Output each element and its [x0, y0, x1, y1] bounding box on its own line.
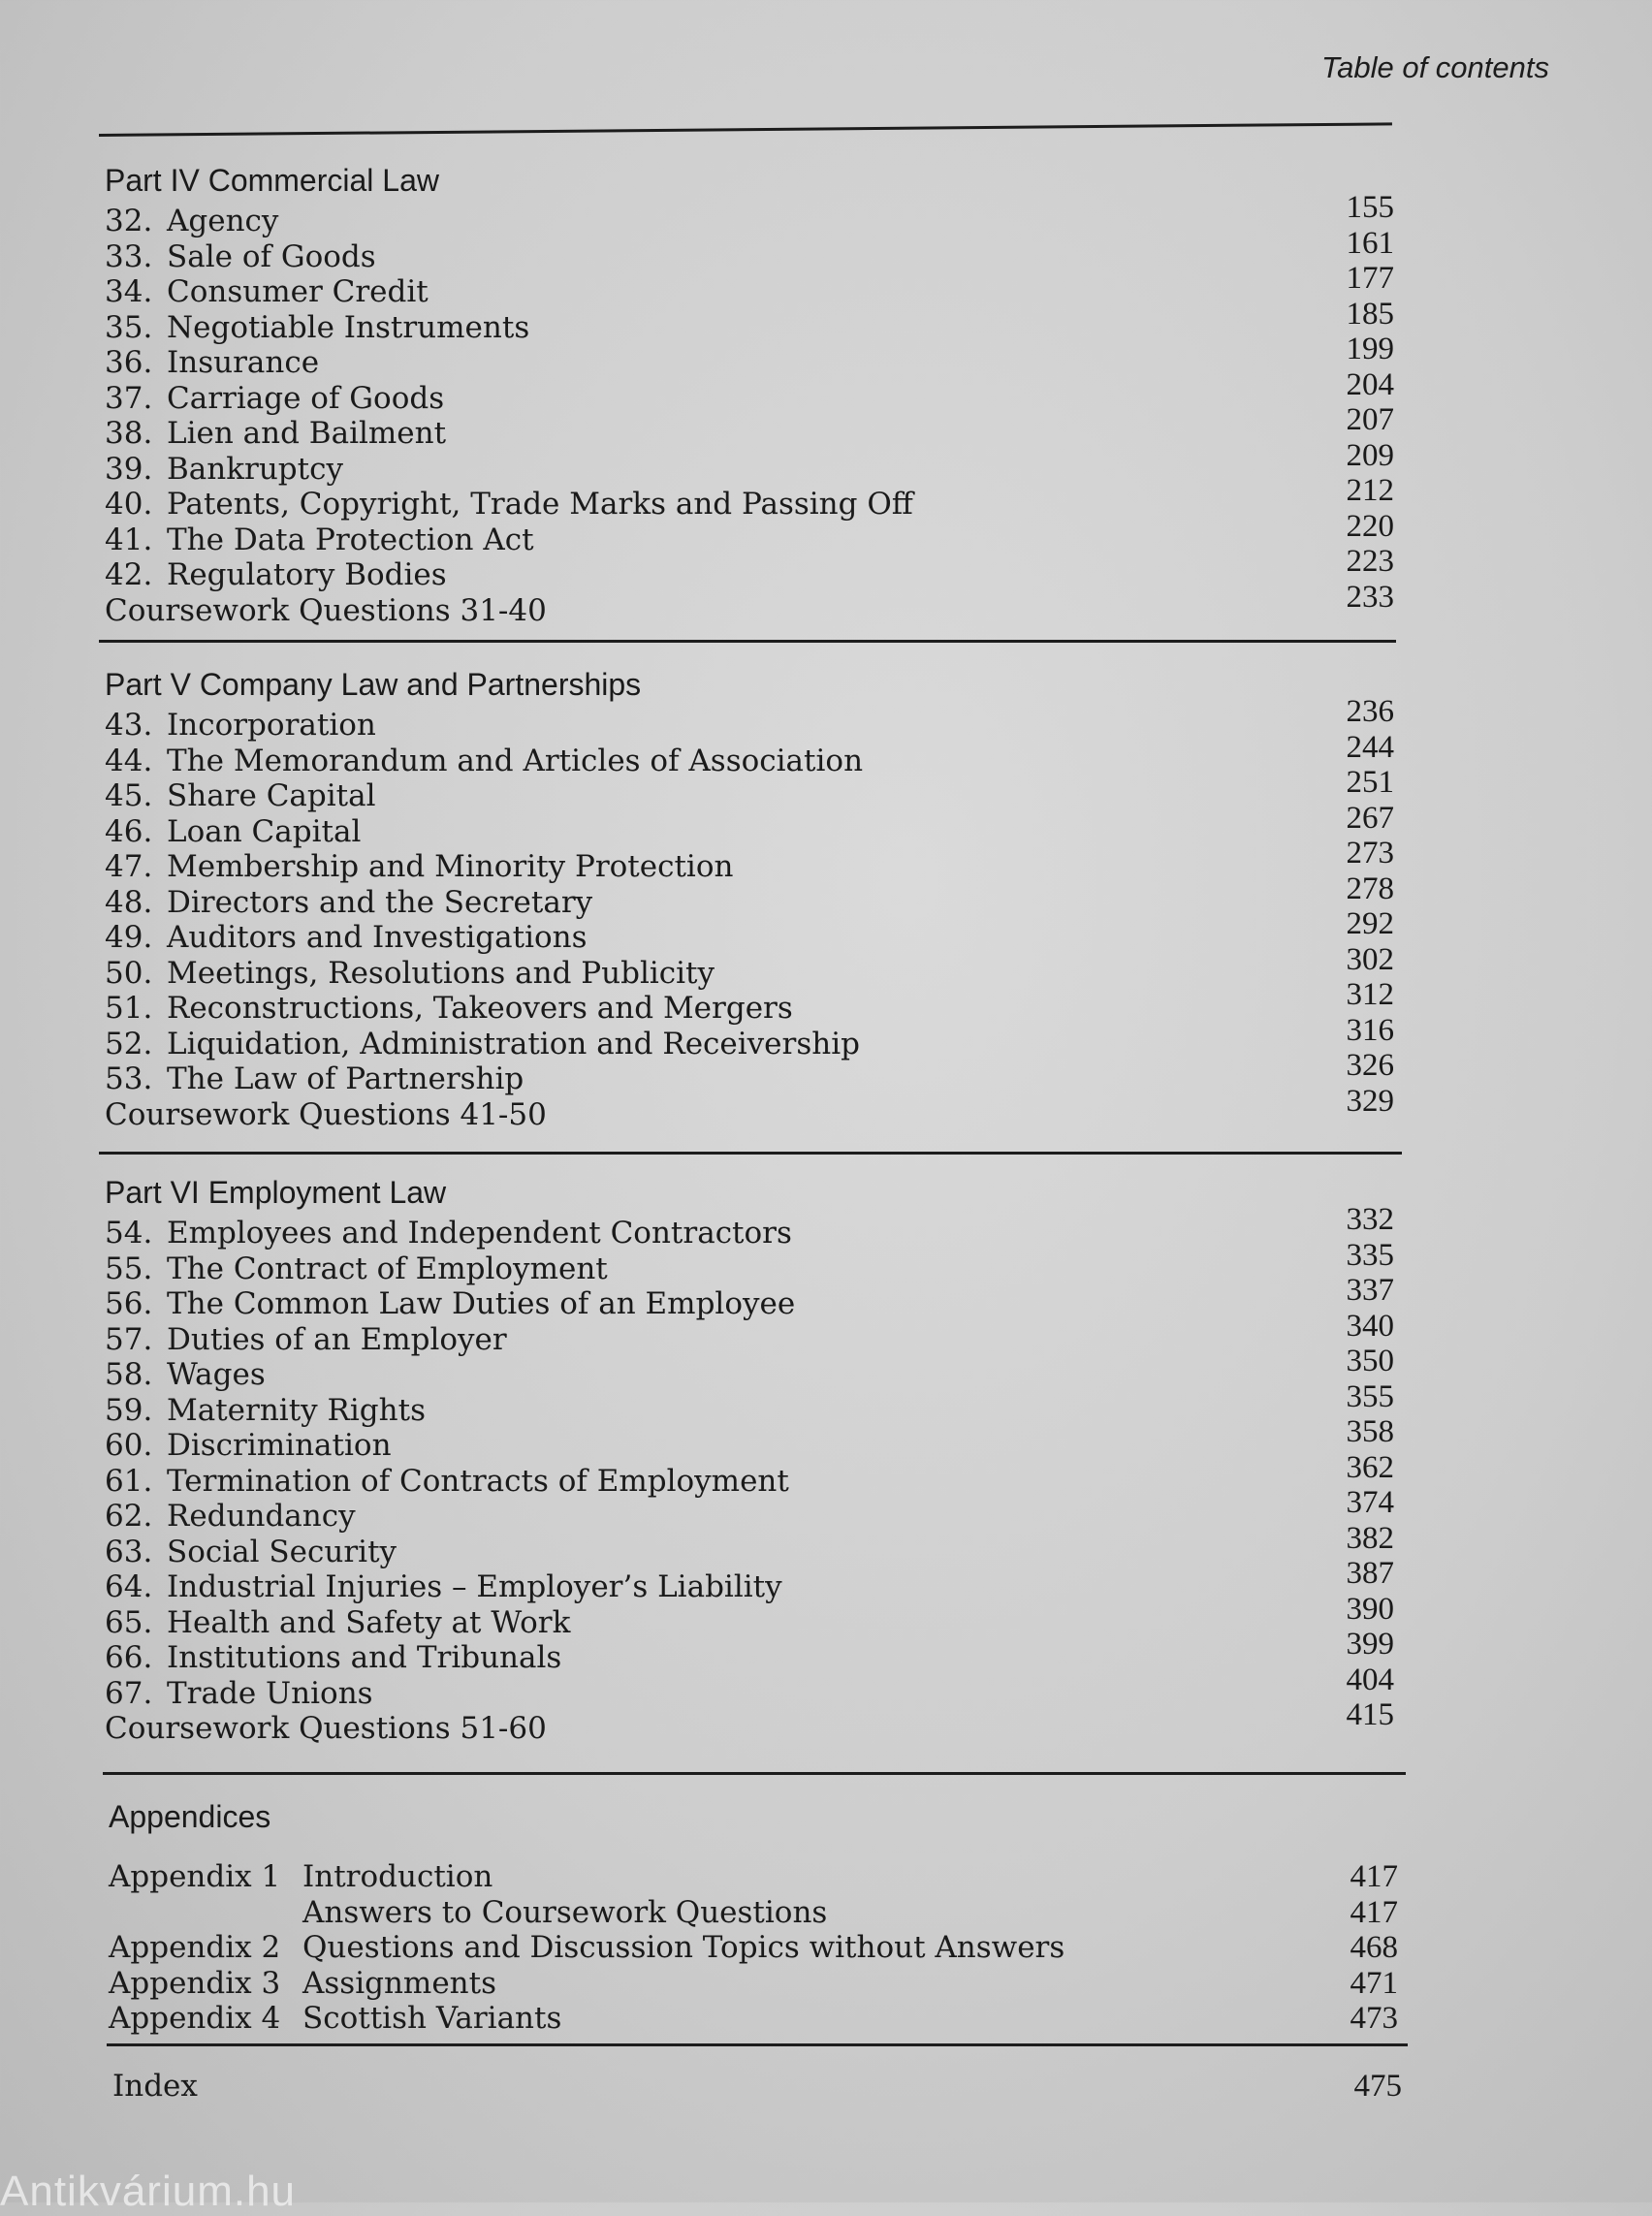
entry-title: Introduction [302, 1859, 493, 1894]
entry-title: Consumer Credit [167, 274, 429, 309]
chapter-number: 46. [105, 813, 153, 849]
chapter-entry [105, 1012, 1394, 1062]
chapter-number: 61. [105, 1463, 153, 1499]
entry-page: 329 [1346, 1083, 1394, 1119]
watermark: Antikvárium.hu [0, 2168, 297, 2215]
entry-title: Carriage of Goods [167, 380, 445, 416]
entry-title: Coursework Questions 41-50 [105, 1096, 547, 1132]
entry-title: Bankruptcy [167, 451, 343, 487]
entry-title: Trade Unions [167, 1675, 373, 1711]
chapter-number: 48. [105, 884, 153, 920]
chapter-number: 40. [105, 487, 153, 522]
chapter-number: 35. [105, 309, 153, 345]
entry-title: Loan Capital [167, 813, 362, 849]
entry-title: Maternity Rights [167, 1392, 426, 1428]
chapter-entry [105, 1556, 1394, 1605]
entry-page: 471 [1350, 1965, 1398, 2001]
index-entry [112, 2069, 1402, 2105]
entry-page: 267 [1346, 800, 1394, 836]
entry-page: 468 [1350, 1930, 1398, 1965]
chapter-number: 62. [105, 1499, 153, 1534]
chapter-entry [105, 508, 1394, 558]
entry-page: 177 [1346, 261, 1394, 296]
part-vi-section [105, 1169, 1394, 1747]
entry-page: 374 [1346, 1485, 1394, 1520]
entry-page: 475 [1353, 2069, 1402, 2104]
entry-page: 415 [1346, 1697, 1394, 1732]
entry-title: Directors and the Secretary [167, 884, 593, 920]
appendix-label: Appendix 3 [109, 1965, 281, 2001]
entry-title: Patents, Copyright, Trade Marks and Passing Off [167, 487, 913, 522]
chapter-entry [105, 261, 1394, 310]
entry-title: Questions and Discussion Topics without Answers [302, 1930, 1065, 1965]
chapter-entry [105, 1627, 1394, 1676]
chapter-entry [105, 1662, 1394, 1712]
entry-title: Social Security [167, 1534, 397, 1569]
entry-page: 212 [1346, 473, 1394, 508]
entry-list [105, 190, 1394, 593]
entry-page: 337 [1346, 1273, 1394, 1308]
entry-page: 417 [1350, 1894, 1398, 1930]
chapter-number: 51. [105, 991, 153, 1026]
entry-page: 399 [1346, 1627, 1394, 1662]
entry-title: Incorporation [167, 708, 376, 743]
chapter-number: 38. [105, 416, 153, 451]
entry-list [105, 694, 1394, 1097]
entry-page: 390 [1346, 1591, 1394, 1627]
divider [99, 122, 1392, 137]
chapter-entry [105, 190, 1394, 239]
entry-title: Discrimination [167, 1428, 392, 1463]
divider [107, 2043, 1408, 2046]
chapter-number: 33. [105, 238, 153, 274]
chapter-entry [105, 1237, 1394, 1287]
entry-page: 233 [1346, 579, 1394, 615]
entry-list [105, 1202, 1394, 1711]
entry-title: Wages [167, 1357, 266, 1392]
chapter-number: 44. [105, 743, 153, 778]
entry-page: 382 [1346, 1520, 1394, 1556]
entry-title: The Law of Partnership [167, 1061, 524, 1096]
entry-title: Sale of Goods [167, 238, 376, 274]
entry-title: Reconstructions, Takeovers and Mergers [167, 991, 793, 1026]
chapter-number: 57. [105, 1321, 153, 1357]
entry-page: 273 [1346, 836, 1394, 871]
entry-page: 335 [1346, 1237, 1394, 1273]
entry-page: 244 [1346, 729, 1394, 765]
divider [99, 1152, 1402, 1155]
entry-title: Coursework Questions 31-40 [105, 592, 547, 628]
entry-title: Agency [167, 204, 279, 238]
appendix-entry [109, 1966, 1398, 2002]
entry-page: 326 [1346, 1048, 1394, 1083]
entry-page: 355 [1346, 1378, 1394, 1414]
entry-page: 199 [1346, 332, 1394, 366]
chapter-entry [105, 906, 1394, 956]
chapter-number: 32. [105, 204, 153, 238]
chapter-entry [105, 1378, 1394, 1429]
entry-page: 292 [1346, 906, 1394, 941]
appendix-entry [109, 2001, 1398, 2037]
coursework-entry [105, 579, 1394, 629]
entry-title: Health and Safety at Work [167, 1604, 571, 1640]
entry-page: 209 [1346, 437, 1394, 473]
entry-page: 204 [1346, 366, 1394, 402]
entry-title: Scottish Variants [302, 2001, 562, 2036]
chapter-entry [105, 1273, 1394, 1322]
chapter-entry [105, 1591, 1394, 1641]
entry-page: 358 [1346, 1414, 1394, 1449]
chapter-entry [105, 402, 1394, 452]
chapter-entry [105, 729, 1394, 779]
entry-title: Membership and Minority Protection [167, 849, 734, 884]
entry-list [109, 1859, 1398, 2037]
section-title: Part V Company Law and Partnerships [105, 667, 642, 702]
chapter-entry [105, 473, 1394, 522]
entry-title: Meetings, Resolutions and Publicity [167, 955, 715, 991]
chapter-entry [105, 332, 1394, 381]
running-header: Table of contents [1321, 50, 1549, 84]
part-v-section [105, 661, 1394, 1132]
section-title: Appendices [109, 1799, 271, 1834]
entry-page: 417 [1350, 1859, 1398, 1894]
coursework-entry [105, 1697, 1394, 1747]
appendix-label: Appendix 1 [109, 1859, 281, 1894]
chapter-number: 43. [105, 708, 153, 743]
chapter-number: 64. [105, 1569, 153, 1604]
chapter-entry [105, 694, 1394, 744]
chapter-entry [105, 296, 1394, 346]
entry-page: 340 [1346, 1308, 1394, 1344]
chapter-entry [105, 765, 1394, 814]
entry-title: The Contract of Employment [167, 1250, 608, 1286]
chapter-entry [105, 437, 1394, 488]
chapter-entry [105, 366, 1394, 417]
entry-title: Assignments [302, 1965, 497, 2001]
chapter-number: 58. [105, 1357, 153, 1392]
entry-page: 220 [1346, 508, 1394, 544]
entry-title: Employees and Independent Contractors [167, 1216, 792, 1250]
chapter-number: 54. [105, 1216, 153, 1250]
chapter-entry [105, 1202, 1394, 1251]
chapter-number: 63. [105, 1534, 153, 1569]
entry-title: The Data Protection Act [167, 522, 534, 557]
chapter-number: 47. [105, 849, 153, 884]
entry-page: 312 [1346, 977, 1394, 1012]
chapter-entry [105, 1308, 1394, 1358]
chapter-number: 56. [105, 1286, 153, 1321]
divider [99, 640, 1396, 643]
entry-title: Institutions and Tribunals [167, 1640, 562, 1675]
appendix-label: Appendix 2 [109, 1930, 281, 1965]
entry-title: Answers to Coursework Questions [302, 1894, 828, 1930]
entry-title: The Common Law Duties of an Employee [167, 1286, 796, 1321]
divider [103, 1772, 1406, 1775]
chapter-number: 45. [105, 778, 153, 813]
entry-page: 185 [1346, 296, 1394, 332]
entry-page: 236 [1346, 694, 1394, 729]
index-section [112, 2069, 1402, 2105]
entry-page: 362 [1346, 1449, 1394, 1485]
entry-title: Index [112, 2069, 198, 2104]
chapter-number: 49. [105, 920, 153, 955]
chapter-entry [105, 544, 1394, 593]
entry-title: Regulatory Bodies [167, 557, 447, 592]
chapter-entry [105, 1449, 1394, 1500]
chapter-entry [105, 941, 1394, 992]
chapter-entry [105, 1520, 1394, 1570]
section-title: Part IV Commercial Law [105, 163, 439, 198]
chapter-entry [105, 836, 1394, 885]
entry-title: Coursework Questions 51-60 [105, 1711, 547, 1746]
entry-title: Liquidation, Administration and Receivership [167, 1026, 860, 1061]
appendices-section [109, 1793, 1398, 2037]
chapter-number: 59. [105, 1392, 153, 1428]
part-iv-section [105, 157, 1394, 628]
entry-title: Lien and Bailment [167, 416, 447, 451]
chapter-entry [105, 977, 1394, 1027]
chapter-number: 39. [105, 451, 153, 487]
chapter-number: 50. [105, 955, 153, 991]
chapter-entry [105, 871, 1394, 921]
chapter-number: 36. [105, 345, 153, 380]
chapter-number: 55. [105, 1250, 153, 1286]
chapter-entry [105, 1344, 1394, 1393]
entry-title: Share Capital [167, 778, 376, 813]
chapter-entry [105, 1485, 1394, 1535]
chapter-number: 42. [105, 557, 153, 592]
appendix-label: Appendix 4 [109, 2001, 281, 2036]
chapter-entry [105, 800, 1394, 850]
entry-title: Insurance [167, 345, 320, 380]
entry-page: 473 [1350, 2001, 1398, 2036]
coursework-entry [105, 1083, 1394, 1133]
entry-page: 332 [1346, 1202, 1394, 1237]
entry-title: Termination of Contracts of Employment [167, 1463, 789, 1499]
chapter-number: 60. [105, 1428, 153, 1463]
entry-page: 155 [1346, 190, 1394, 225]
appendix-entry [109, 1895, 1398, 1931]
entry-title: Auditors and Investigations [167, 920, 588, 955]
chapter-number: 66. [105, 1640, 153, 1675]
chapter-entry [105, 1414, 1394, 1464]
entry-title: The Memorandum and Articles of Association [167, 743, 864, 778]
entry-page: 350 [1346, 1344, 1394, 1378]
entry-page: 404 [1346, 1662, 1394, 1697]
entry-page: 207 [1346, 402, 1394, 437]
chapter-number: 65. [105, 1604, 153, 1640]
appendix-entry [109, 1859, 1398, 1895]
chapter-number: 37. [105, 380, 153, 416]
chapter-number: 67. [105, 1675, 153, 1711]
entry-title: Duties of an Employer [167, 1321, 507, 1357]
chapter-entry [105, 225, 1394, 275]
chapter-number: 41. [105, 522, 153, 557]
section-title: Part VI Employment Law [105, 1175, 447, 1210]
entry-title: Negotiable Instruments [167, 309, 530, 345]
entry-page: 161 [1346, 225, 1394, 261]
chapter-number: 53. [105, 1061, 153, 1096]
chapter-number: 34. [105, 274, 153, 309]
entry-page: 316 [1346, 1012, 1394, 1048]
chapter-number: 52. [105, 1026, 153, 1061]
entry-title: Redundancy [167, 1499, 356, 1534]
appendix-entry [109, 1930, 1398, 1966]
entry-page: 302 [1346, 941, 1394, 977]
entry-page: 251 [1346, 765, 1394, 800]
entry-title: Industrial Injuries – Employer’s Liability [167, 1569, 782, 1604]
entry-page: 278 [1346, 871, 1394, 906]
entry-page: 223 [1346, 544, 1394, 579]
chapter-entry [105, 1048, 1394, 1097]
entry-page: 387 [1346, 1556, 1394, 1591]
